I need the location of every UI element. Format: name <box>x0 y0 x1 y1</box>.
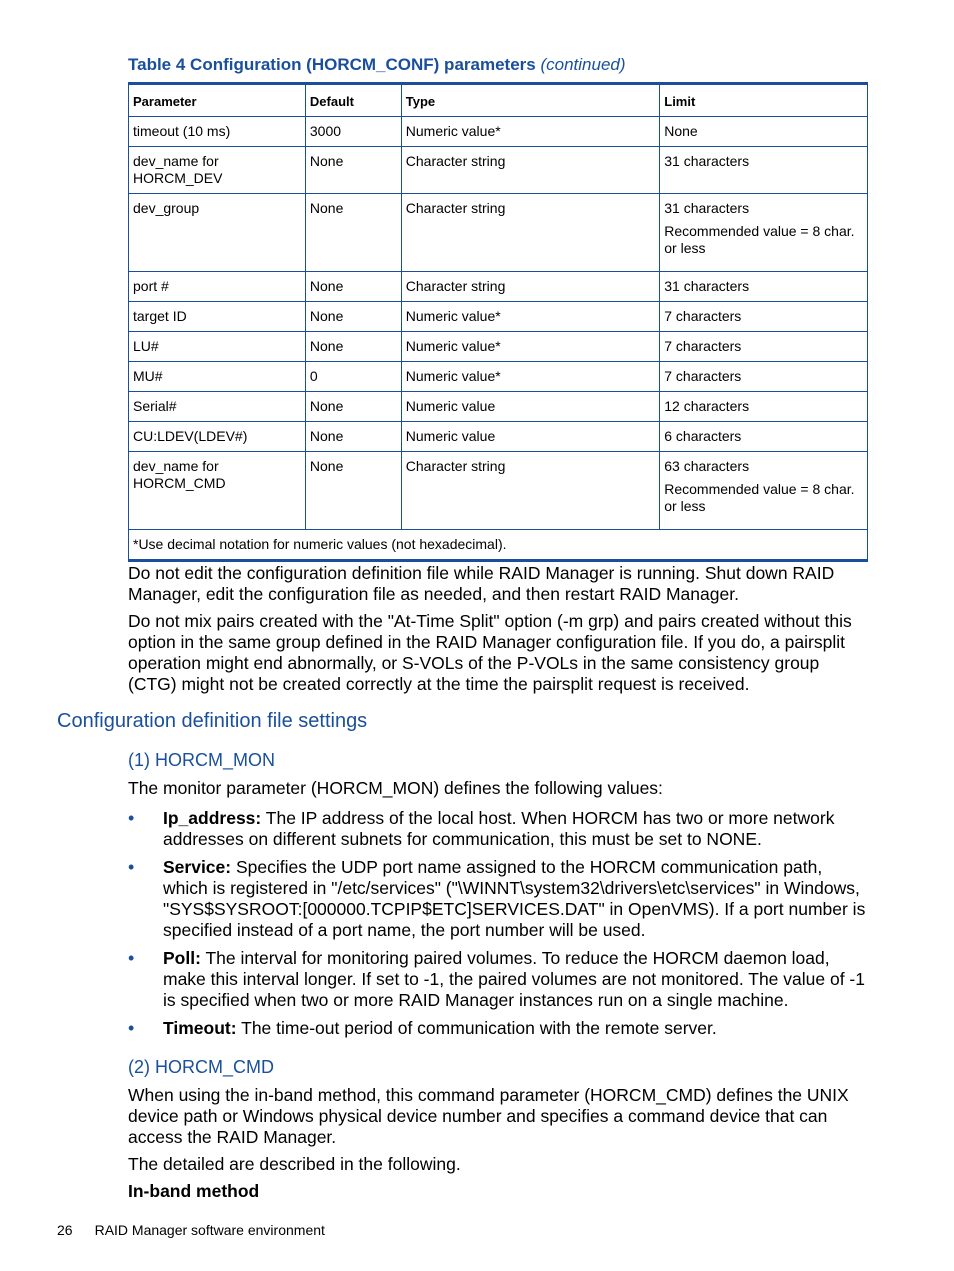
cell-parameter: dev_name for HORCM_DEV <box>129 147 306 194</box>
cell-parameter: port # <box>129 272 306 302</box>
table-row <box>129 422 868 452</box>
inband-method-label: In-band method <box>128 1181 260 1201</box>
table-row <box>129 302 868 332</box>
table-row <box>129 272 868 302</box>
list-item-term: Poll: <box>163 948 201 968</box>
header-type: Type <box>401 84 659 117</box>
list-item-text: Specifies the UDP port name assigned to the HORCM communication path, which is registered in "/etc/services" ("\WINNT\system32\drivers\etc\services" in Windows, "SYS$SYSROOT:[000000.TCPIP$ETC]SERVICES.DAT" in OpenVMS). If a port number is specified instead of a port name, the port number will be used. <box>163 857 866 940</box>
cell-type: Character string <box>401 147 659 194</box>
paragraph-details: The detailed are described in the following. <box>128 1154 461 1174</box>
cell-parameter: Serial# <box>129 392 306 422</box>
paragraph-horcm-mon-intro: The monitor parameter (HORCM_MON) defines the following values: <box>128 778 663 798</box>
cell-default: None <box>305 194 401 272</box>
page-number: 26 <box>57 1222 73 1238</box>
cell-limit: 7 characters <box>660 332 868 362</box>
cell-limit-value: 63 characters <box>664 458 750 474</box>
subheading-horcm-cmd: (2) HORCM_CMD <box>128 1057 274 1077</box>
horcm-mon-list <box>128 808 868 1046</box>
list-item-term: Ip_address: <box>163 808 262 828</box>
cell-type: Numeric value <box>401 422 659 452</box>
cell-default: None <box>305 332 401 362</box>
cell-limit: 31 characters <box>660 272 868 302</box>
cell-limit: 31 characters <box>660 147 868 194</box>
cell-limit: 6 characters <box>660 422 868 452</box>
header-limit: Limit <box>660 84 868 117</box>
list-item-term: Service: <box>163 857 232 877</box>
table-header-row <box>129 84 868 117</box>
chapter-title: RAID Manager software environment <box>94 1222 325 1238</box>
table-caption-continued: (continued) <box>540 55 626 74</box>
bullet-icon: • <box>128 948 135 968</box>
table-caption <box>128 55 626 75</box>
list-item-text: The IP address of the local host. When HORCM has two or more network addresses on different subnets for communication, this must be set to NONE. <box>163 808 835 849</box>
cell-type: Numeric value* <box>401 117 659 147</box>
cell-default: None <box>305 452 401 530</box>
cell-limit: 12 characters <box>660 392 868 422</box>
list-item-term: Timeout: <box>163 1018 237 1038</box>
cell-limit-note: Recommended value = 8 char. or less <box>664 481 855 514</box>
cell-limit: 7 characters <box>660 362 868 392</box>
header-parameter: Parameter <box>129 84 306 117</box>
cell-parameter: LU# <box>129 332 306 362</box>
cell-type: Character string <box>401 272 659 302</box>
cell-parameter: MU# <box>129 362 306 392</box>
table-footnote-row <box>129 530 868 561</box>
table-footnote: *Use decimal notation for numeric values (not hexadecimal). <box>129 530 868 561</box>
table-row <box>129 362 868 392</box>
cell-type: Numeric value* <box>401 332 659 362</box>
table-row <box>129 332 868 362</box>
cell-default: None <box>305 422 401 452</box>
cell-type: Character string <box>401 194 659 272</box>
cell-type: Numeric value* <box>401 362 659 392</box>
list-item <box>128 1018 868 1039</box>
cell-default: None <box>305 302 401 332</box>
table-caption-title: Table 4 Configuration (HORCM_CONF) parameters <box>128 55 536 74</box>
subheading-horcm-mon: (1) HORCM_MON <box>128 750 275 770</box>
cell-limit-note: Recommended value = 8 char. or less <box>664 223 855 256</box>
list-item <box>128 857 868 941</box>
page-footer <box>57 1222 325 1238</box>
cell-limit <box>660 452 868 530</box>
cell-parameter: dev_group <box>129 194 306 272</box>
paragraph-edit-warning: Do not edit the configuration definition file while RAID Manager is running. Shut down RAID Manager, edit the configuration file as needed, and then restart RAID Manager. <box>128 563 835 604</box>
paragraph-mix-warning: Do not mix pairs created with the "At-Time Split" option (-m grp) and pairs created without this option in the same group defined in the RAID Manager configuration file. If you do, a pairsplit operation might end abnormally, or S-VOLs of the P-VOLs in the same consistency group (CTG) might not be created correctly at the time the pairsplit request is received. <box>128 611 852 694</box>
bullet-icon: • <box>128 857 135 877</box>
table-row <box>129 392 868 422</box>
list-item <box>128 948 868 1011</box>
cell-default: 3000 <box>305 117 401 147</box>
cell-limit: None <box>660 117 868 147</box>
cell-default: None <box>305 272 401 302</box>
cell-limit <box>660 194 868 272</box>
section-heading: Configuration definition file settings <box>57 710 368 732</box>
cell-default: None <box>305 147 401 194</box>
bullet-icon: • <box>128 808 135 828</box>
table-row <box>129 194 868 272</box>
table-row <box>129 452 868 530</box>
cell-parameter: target ID <box>129 302 306 332</box>
list-item <box>128 808 868 850</box>
cell-type: Numeric value* <box>401 302 659 332</box>
cell-parameter: dev_name for HORCM_CMD <box>129 452 306 530</box>
cell-limit: 7 characters <box>660 302 868 332</box>
bullet-icon: • <box>128 1018 135 1038</box>
table-row <box>129 147 868 194</box>
table-row <box>129 117 868 147</box>
cell-default: None <box>305 392 401 422</box>
list-item-text: The time-out period of communication with the remote server. <box>236 1018 717 1038</box>
cell-type: Numeric value <box>401 392 659 422</box>
cell-type: Character string <box>401 452 659 530</box>
horcm-conf-table <box>128 82 868 562</box>
paragraph-horcm-cmd: When using the in-band method, this command parameter (HORCM_CMD) defines the UNIX device path or Windows physical device number and specifies a command device that can access the RAID Manager. <box>128 1085 849 1147</box>
cell-parameter: timeout (10 ms) <box>129 117 306 147</box>
cell-default: 0 <box>305 362 401 392</box>
cell-parameter: CU:LDEV(LDEV#) <box>129 422 306 452</box>
list-item-text: The interval for monitoring paired volumes. To reduce the HORCM daemon load, make this interval longer. If set to -1, the paired volumes are not monitored. The value of -1 is specified when two or more RAID Manager instances run on a single machine. <box>163 948 865 1010</box>
cell-limit-value: 31 characters <box>664 200 750 216</box>
header-default: Default <box>305 84 401 117</box>
